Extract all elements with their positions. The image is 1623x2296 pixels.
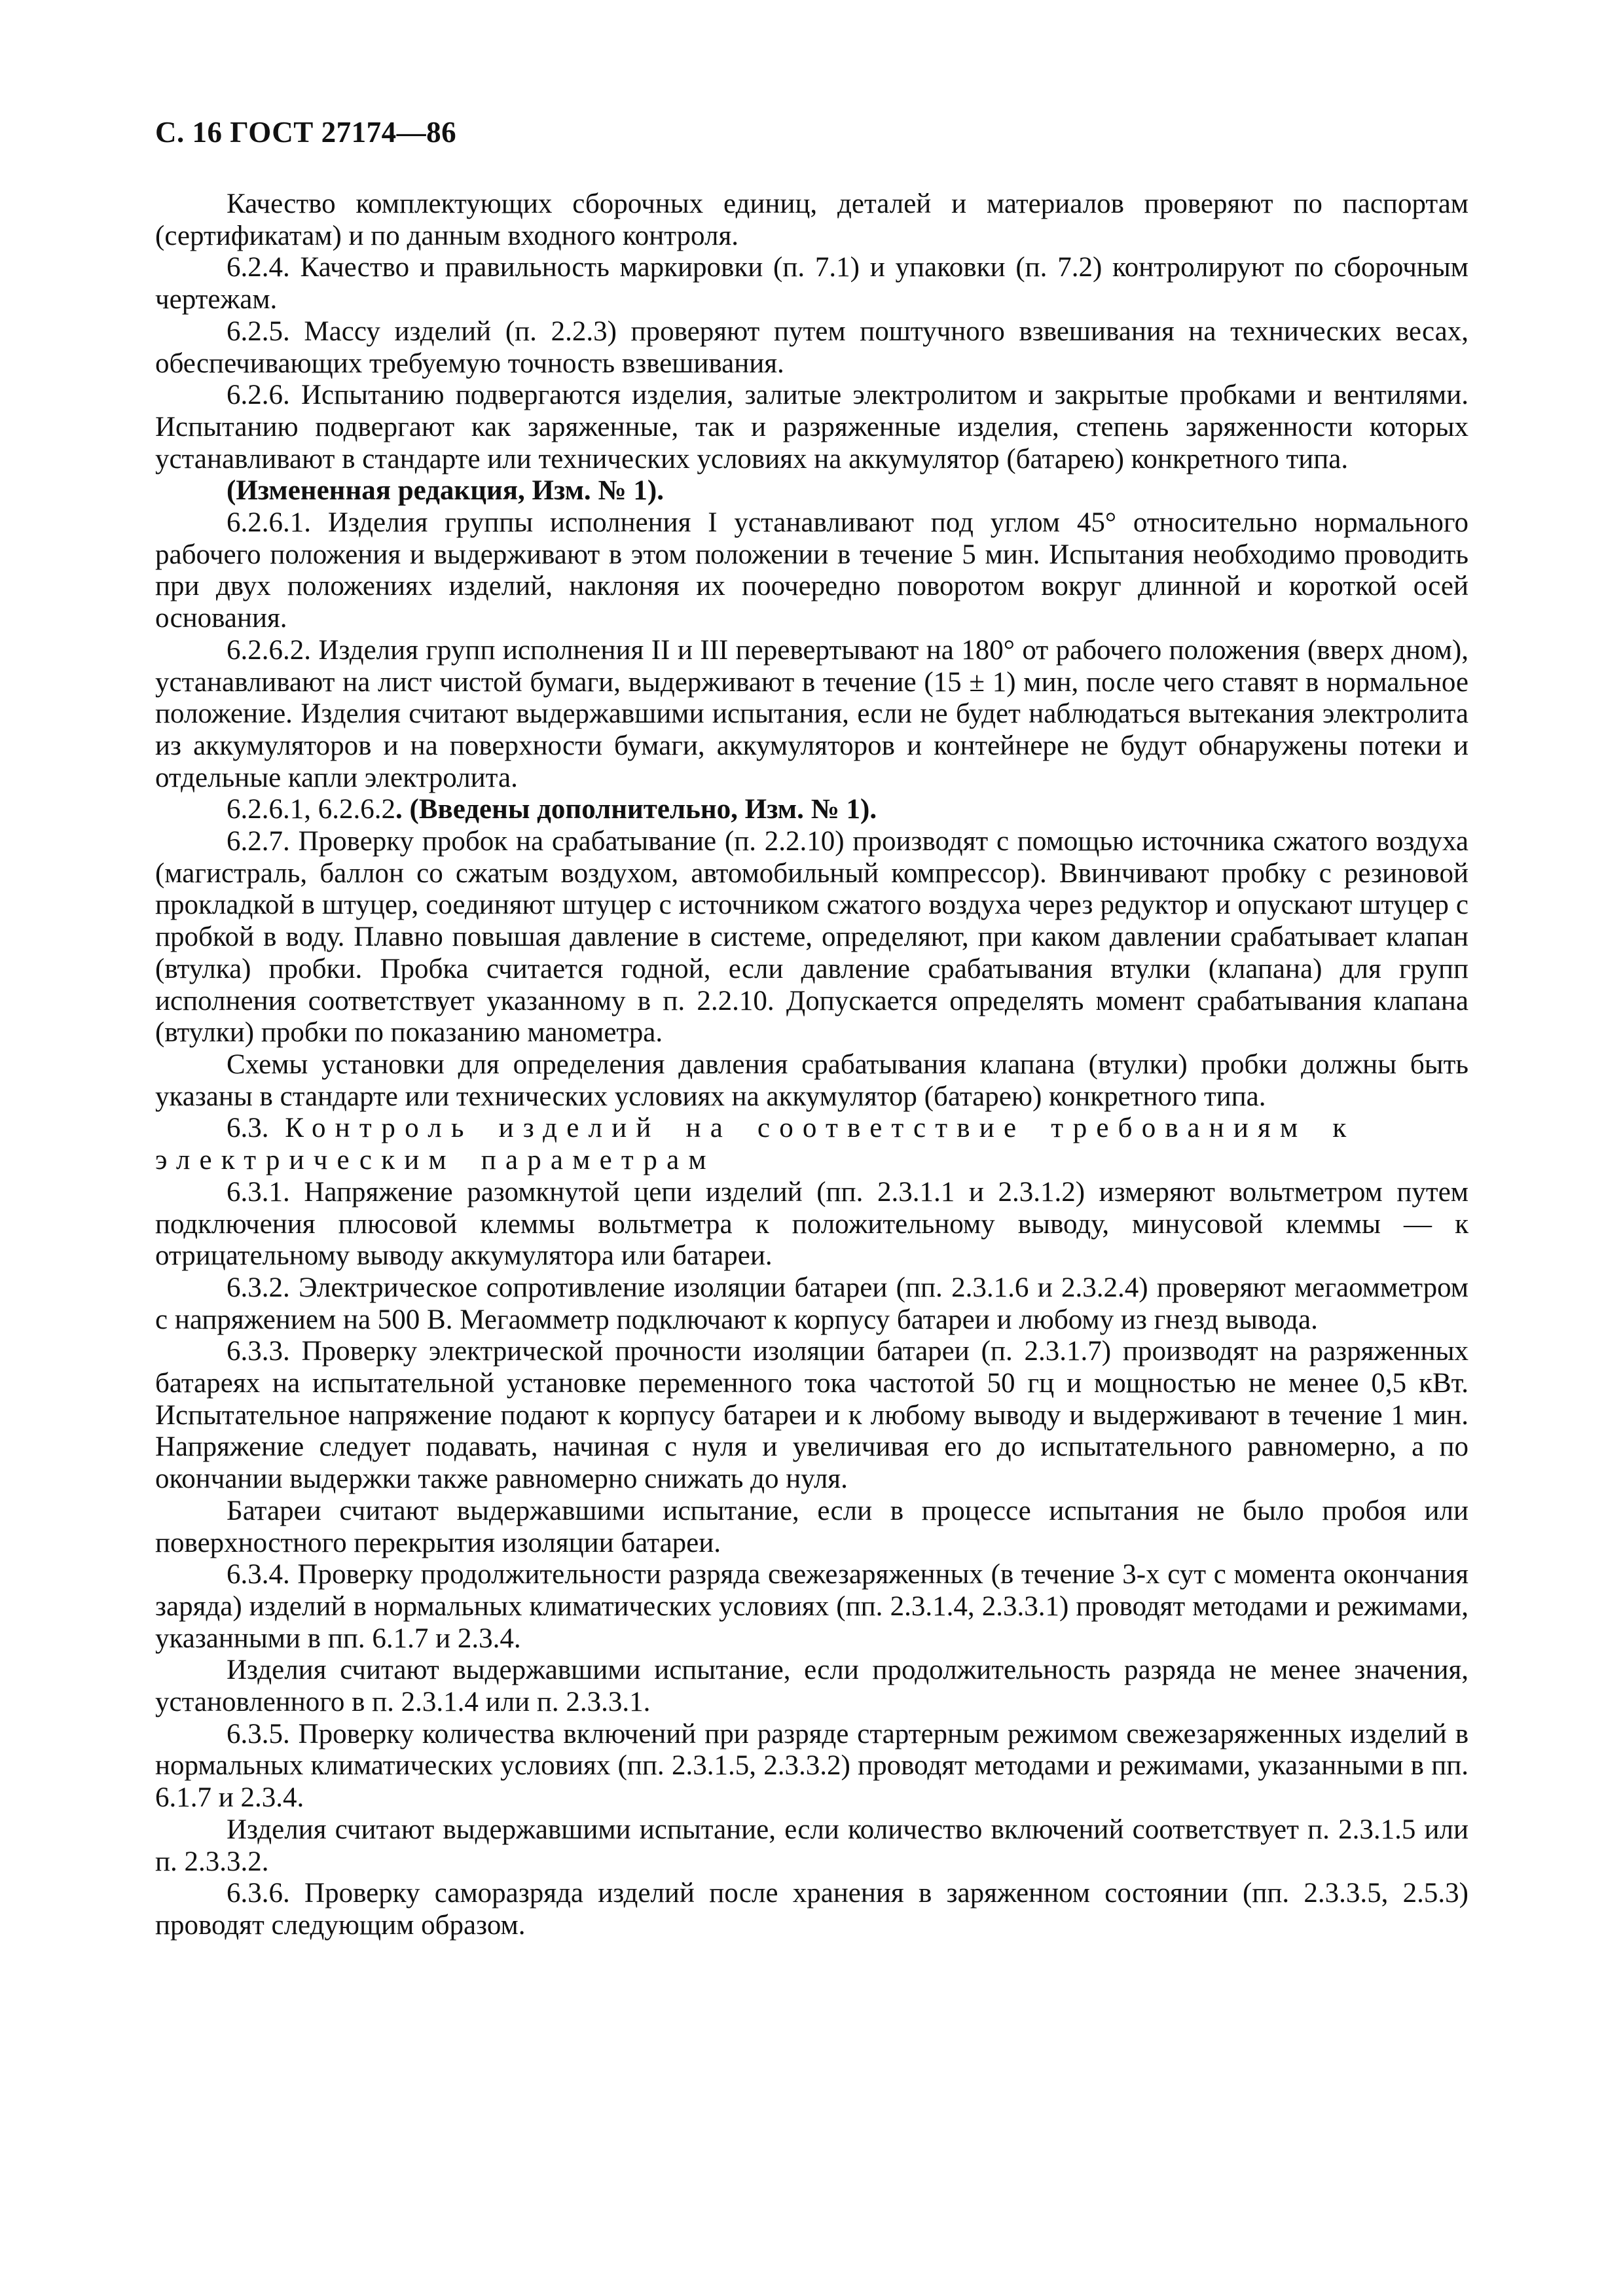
paragraph-6-3-6: 6.3.6. Проверку саморазряда изделий после хранения в заряженном состоянии (пп. 2.3.3.5, 2.5.3) проводят следующим образом.	[155, 1878, 1468, 1941]
added-clauses-remark: . (Введены дополнительно, Изм. № 1).	[395, 794, 877, 825]
body-text	[155, 188, 1468, 1942]
paragraph-6-2-5: 6.2.5. Массу изделий (п. 2.2.3) проверяют путем поштучного взвешивания на технических весах, обеспечивающих требуемую точность взвешивания.	[155, 315, 1468, 379]
paragraph-breakdown-criterion: Батареи считают выдержавшими испытание, если в процессе испытания не было пробоя или поверхностного перекрытия изоляции батареи.	[155, 1495, 1468, 1558]
paragraph-6-2-6-1: 6.2.6.1. Изделия группы исполнения I устанавливают под углом 45° относительно нормального рабочего положения и выдерживают в этом положении в течение 5 мин. Испытания необходимо проводить при двух положениях изделий, наклоняя их поочередно поворотом вокруг длинной и короткой осей основания.	[155, 507, 1468, 634]
added-clauses-numbers: 6.2.6.1, 6.2.6.2	[227, 794, 395, 825]
paragraph-6-3-5: 6.3.5. Проверку количества включений при разряде стартерным режимом свежезаряженных изделий в нормальных климатических условиях (пп. 2.3.1.5, 2.3.3.2) проводят методами и режимами, указанными в пп. 6.1.7 и 2.3.4.	[155, 1718, 1468, 1814]
section-6-3-number: 6.3.	[227, 1113, 269, 1144]
section-6-3-title: Контроль изделий на соответствие требованиям к электрическим параметрам	[155, 1113, 1356, 1176]
paragraph-6-2-4: 6.2.4. Качество и правильность маркировки (п. 7.1) и упаковки (п. 7.2) контролируют по сборочным чертежам.	[155, 252, 1468, 315]
paragraph-6-2-7: 6.2.7. Проверку пробок на срабатывание (п. 2.2.10) производят с помощью источника сжатого воздуха (магистраль, баллон со сжатым воздухом, автомобильный компрессор). Ввинчивают пробку с резиновой прокладкой в штуцер, соединяют штуцер с источником сжатого воздуха через редуктор и опускают штуцер с пробкой в воду. Плавно повышая давление в системе, определяют, при каком давлении срабатывает клапан (втулка) пробки. Пробка считается годной, если давление срабатывания втулки (клапана) для групп исполнения соответствует указанному в п. 2.2.10. Допускается определять момент срабатывания клапана (втулки) пробки по показанию манометра.	[155, 826, 1468, 1049]
paragraph-components-quality: Качество комплектующих сборочных единиц, деталей и материалов проверяют по паспортам (сертификатам) и по данным входного контроля.	[155, 188, 1468, 251]
paragraph-6-2-6: 6.2.6. Испытанию подвергаются изделия, залитые электролитом и закрытые пробками и вентилями. Испытанию подвергают как заряженные, так и разряженные изделия, степень заряженности которых устанавливают в стандарте или технических условиях на аккумулятор (батарею) конкретного типа.	[155, 380, 1468, 475]
paragraph-switch-count-criterion: Изделия считают выдержавшими испытание, если количество включений соответствует п. 2.3.1.5 или п. 2.3.3.2.	[155, 1814, 1468, 1877]
paragraph-6-3-3: 6.3.3. Проверку электрической прочности изоляции батареи (п. 2.3.1.7) производят на разряженных батареях на испытательной установке переменного тока частотой 50 гц и мощностью не менее 0,5 кВт. Испытательное напряжение подают к корпусу батареи и к любому выводу и выдерживают в течение 1 мин. Напряжение следует подавать, начиная с нуля и увеличивая его до испытательного равномерно, а по окончании выдержки также равномерно снижать до нуля.	[155, 1336, 1468, 1495]
paragraph-6-3-4: 6.3.4. Проверку продолжительности разряда свежезаряженных (в течение 3-х сут с момента окончания заряда) изделий в нормальных климатических условиях (пп. 2.3.1.4, 2.3.3.1) проводят методами и режимами, указанными в пп. 6.1.7 и 2.3.4.	[155, 1559, 1468, 1654]
amendment-note: (Измененная редакция, Изм. № 1).	[227, 475, 664, 507]
section-6-3-heading	[155, 1113, 1468, 1176]
paragraph-6-3-1: 6.3.1. Напряжение разомкнутой цепи изделий (пп. 2.3.1.1 и 2.3.1.2) измеряют вольтметром путем подключения плюсовой клеммы вольтметра к положительному выводу, минусовой клеммы — к отрицательному выводу аккумулятора или батареи.	[155, 1176, 1468, 1272]
running-head: С. 16 ГОСТ 27174—86	[155, 116, 457, 149]
paragraph-discharge-criterion: Изделия считают выдержавшими испытание, если продолжительность разряда не менее значения, установленного в п. 2.3.1.4 или п. 2.3.3.1.	[155, 1655, 1468, 1718]
paragraph-6-3-2: 6.3.2. Электрическое сопротивление изоляции батареи (пп. 2.3.1.6 и 2.3.2.4) проверяют мегаомметром с напряжением на 500 В. Мегаомметр подключают к корпусу батареи и любому из гнезд вывода.	[155, 1272, 1468, 1335]
added-clauses-note	[155, 794, 1468, 826]
paragraph-6-2-6-2: 6.2.6.2. Изделия групп исполнения II и III перевертывают на 180° от рабочего положения (вверх дном), устанавливают на лист чистой бумаги, выдерживают в течение (15 ± 1) мин, после чего ставят в нормальное положение. Изделия считают выдержавшими испытания, если не будет наблюдаться вытекания электролита из аккумуляторов и на поверхности бумаги, аккумуляторов и контейнере не будут обнаружены потеки и отдельные капли электролита.	[155, 634, 1468, 793]
paragraph-installation-schemes: Схемы установки для определения давления срабатывания клапана (втулки) пробки должны быть указаны в стандарте или технических условиях на аккумулятор (батарею) конкретного типа.	[155, 1049, 1468, 1112]
